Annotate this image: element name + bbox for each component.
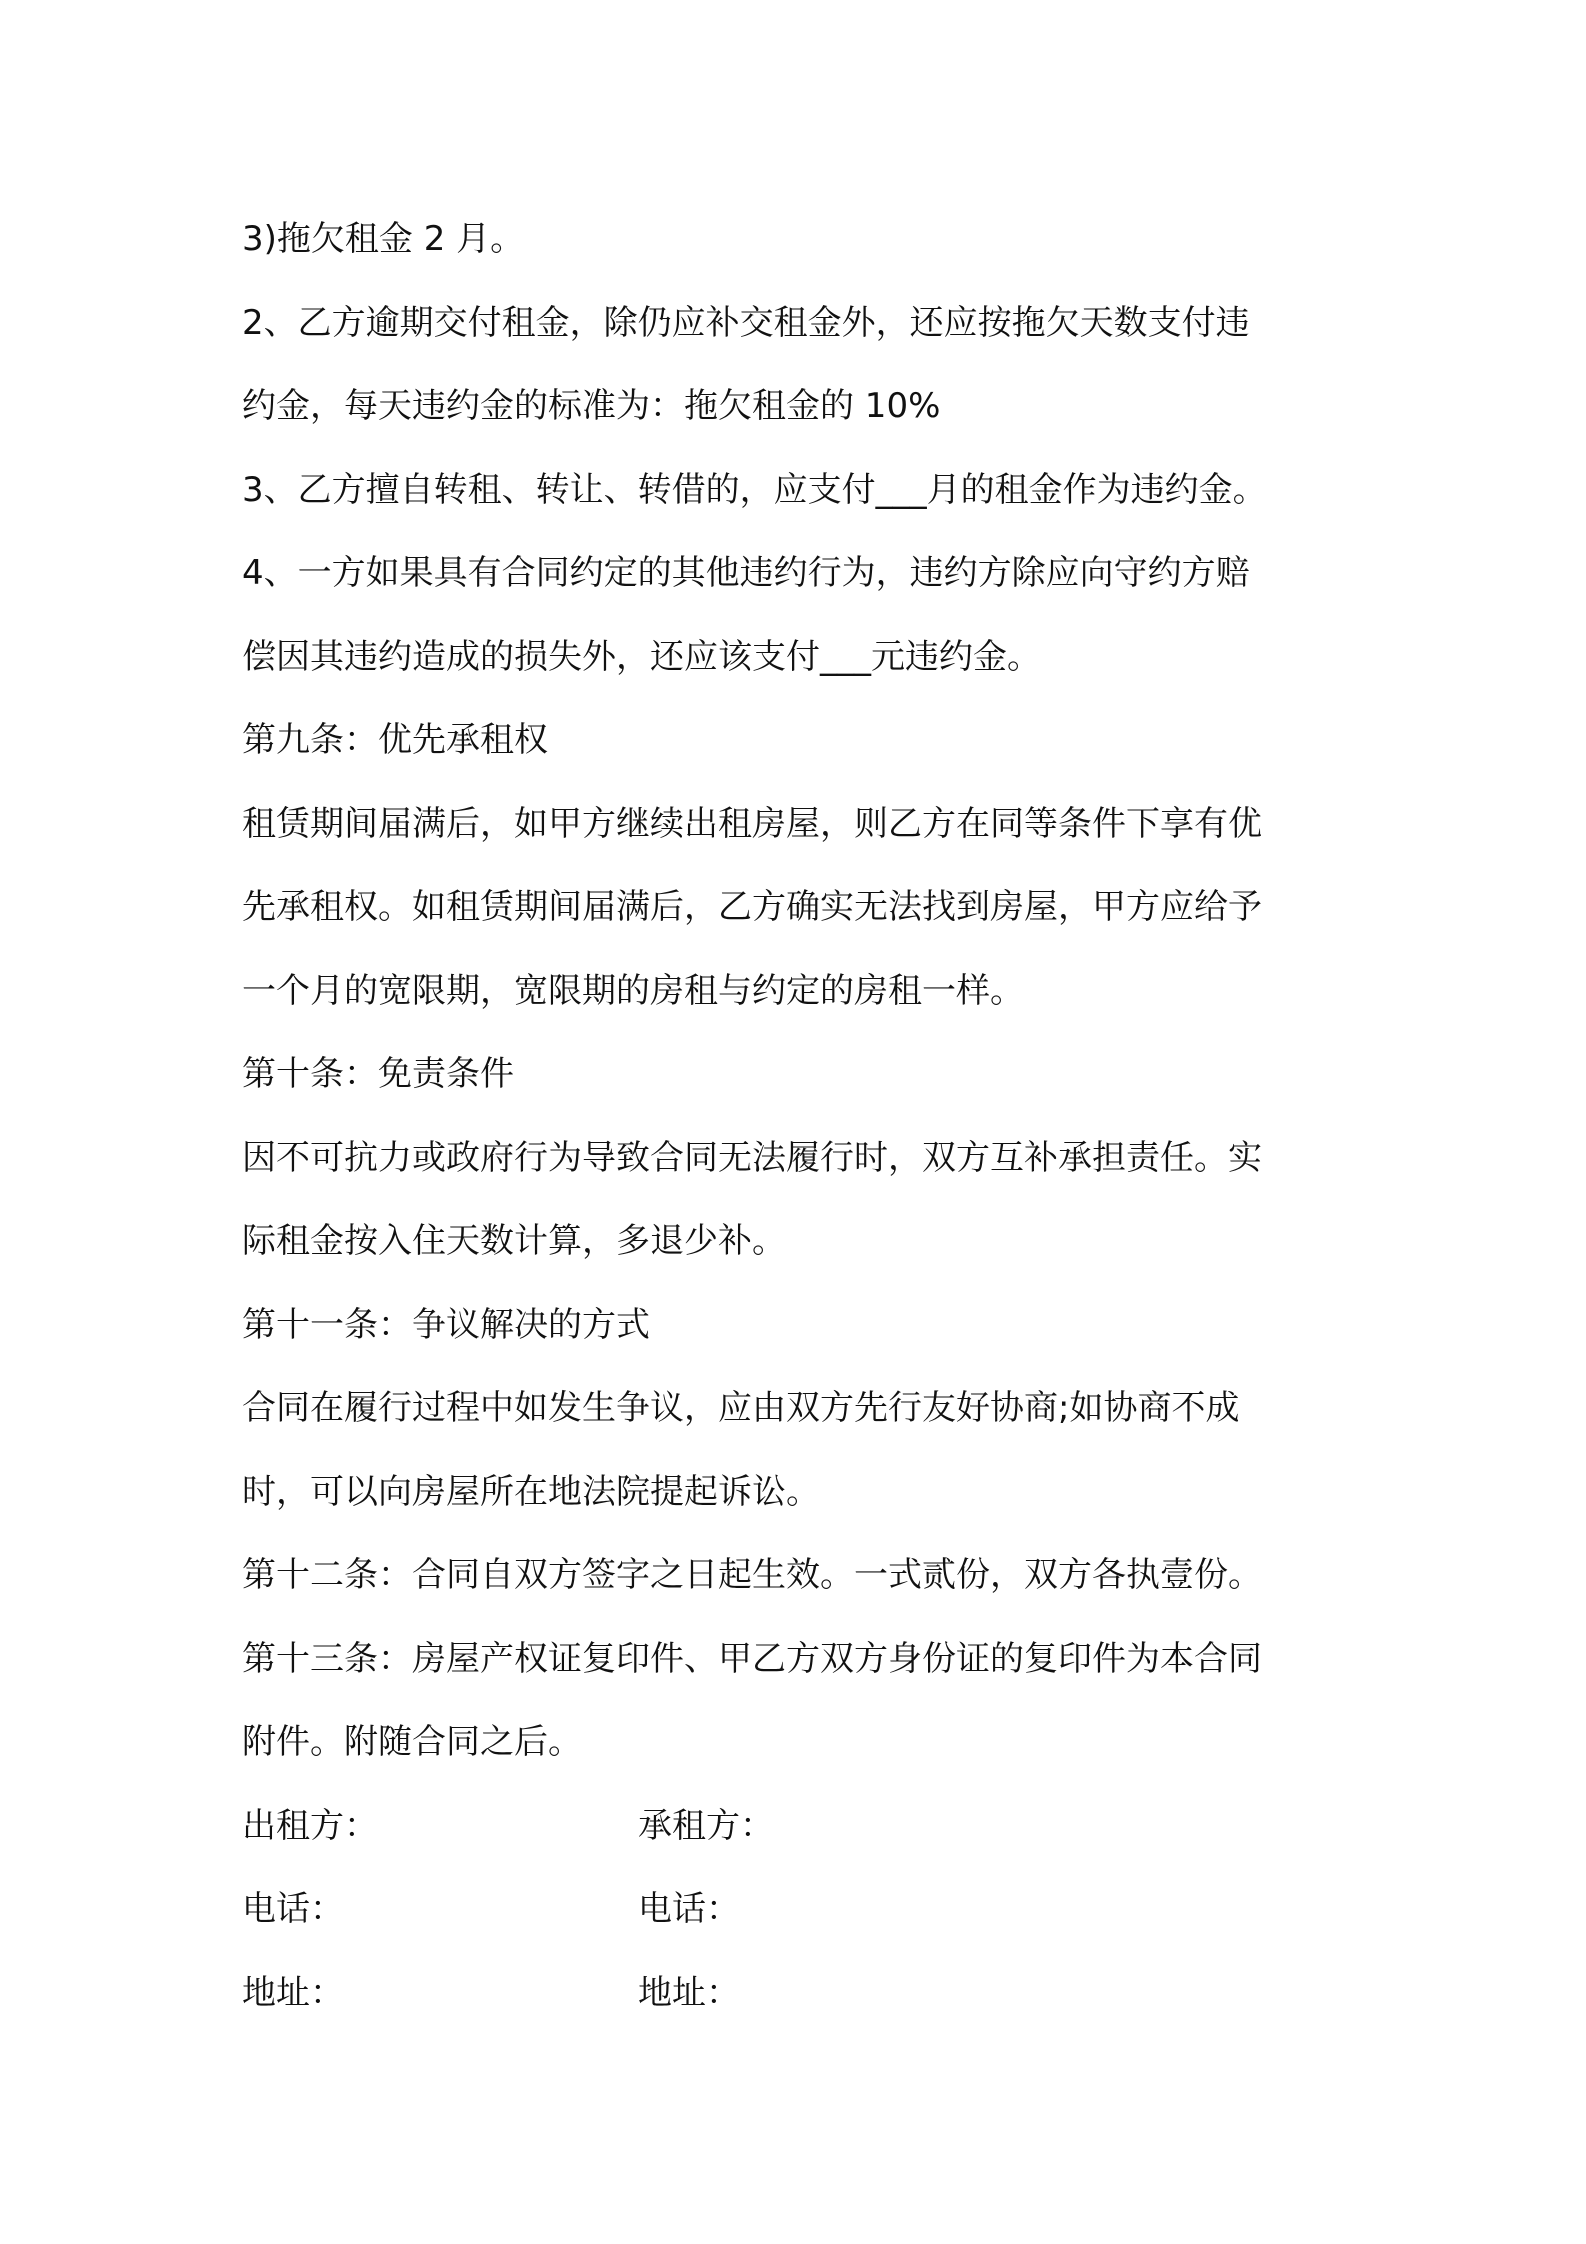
text-line: 先承租权。如租赁期间届满后，乙方确实无法找到房屋，甲方应给予	[242, 887, 1262, 927]
text-line: 3、乙方擅自转租、转让、转借的，应支付___月的租金作为违约金。	[242, 469, 1267, 510]
article-heading: 第九条：优先承租权	[242, 720, 548, 760]
lessor-address-label: 地址：	[242, 1972, 344, 2013]
text-line: 约金，每天违约金的标准为：拖欠租金的 10%	[242, 386, 941, 426]
text-line: 附件。附随合同之后。	[242, 1722, 582, 1762]
signature-row-party	[242, 1785, 1362, 1869]
signature-row-phone	[242, 1868, 1362, 1952]
text-line: 3)拖欠租金 2 月。	[242, 219, 525, 259]
text-line: 际租金按入住天数计算，多退少补。	[242, 1221, 786, 1261]
lessee-address-label: 地址：	[638, 1972, 740, 2013]
document-body	[242, 198, 1362, 2035]
text-line: 4、一方如果具有合同约定的其他违约行为，违约方除应向守约方赔	[242, 553, 1250, 593]
text-line: 偿因其违约造成的损失外，还应该支付___元违约金。	[242, 636, 1041, 677]
text-line: 时，可以向房屋所在地法院提起诉讼。	[242, 1471, 820, 1512]
lessor-label: 出租方：	[242, 1805, 378, 1846]
article-twelve: 第十二条：合同自双方签字之日起生效。一式贰份，双方各执壹份。	[242, 1555, 1262, 1595]
text-line: 一个月的宽限期，宽限期的房租与约定的房租一样。	[242, 970, 1024, 1011]
text-line: 合同在履行过程中如发生争议，应由双方先行友好协商;如协商不成	[242, 1388, 1240, 1428]
lessor-phone-label: 电话：	[242, 1889, 344, 1929]
article-heading: 第十一条：争议解决的方式	[242, 1304, 650, 1345]
lessee-phone-label: 电话：	[638, 1889, 740, 1929]
text-line: 因不可抗力或政府行为导致合同无法履行时，双方互补承担责任。实	[242, 1137, 1262, 1178]
signature-row-address	[242, 1952, 1362, 2036]
article-heading: 第十条：免责条件	[242, 1054, 514, 1094]
text-line: 租赁期间届满后，如甲方继续出租房屋，则乙方在同等条件下享有优	[242, 803, 1262, 844]
text-line: 2、乙方逾期交付租金，除仍应补交租金外，还应按拖欠天数支付违	[242, 302, 1250, 343]
lessee-label: 承租方：	[638, 1805, 774, 1846]
article-thirteen: 第十三条：房屋产权证复印件、甲乙方双方身份证的复印件为本合同	[242, 1638, 1262, 1679]
